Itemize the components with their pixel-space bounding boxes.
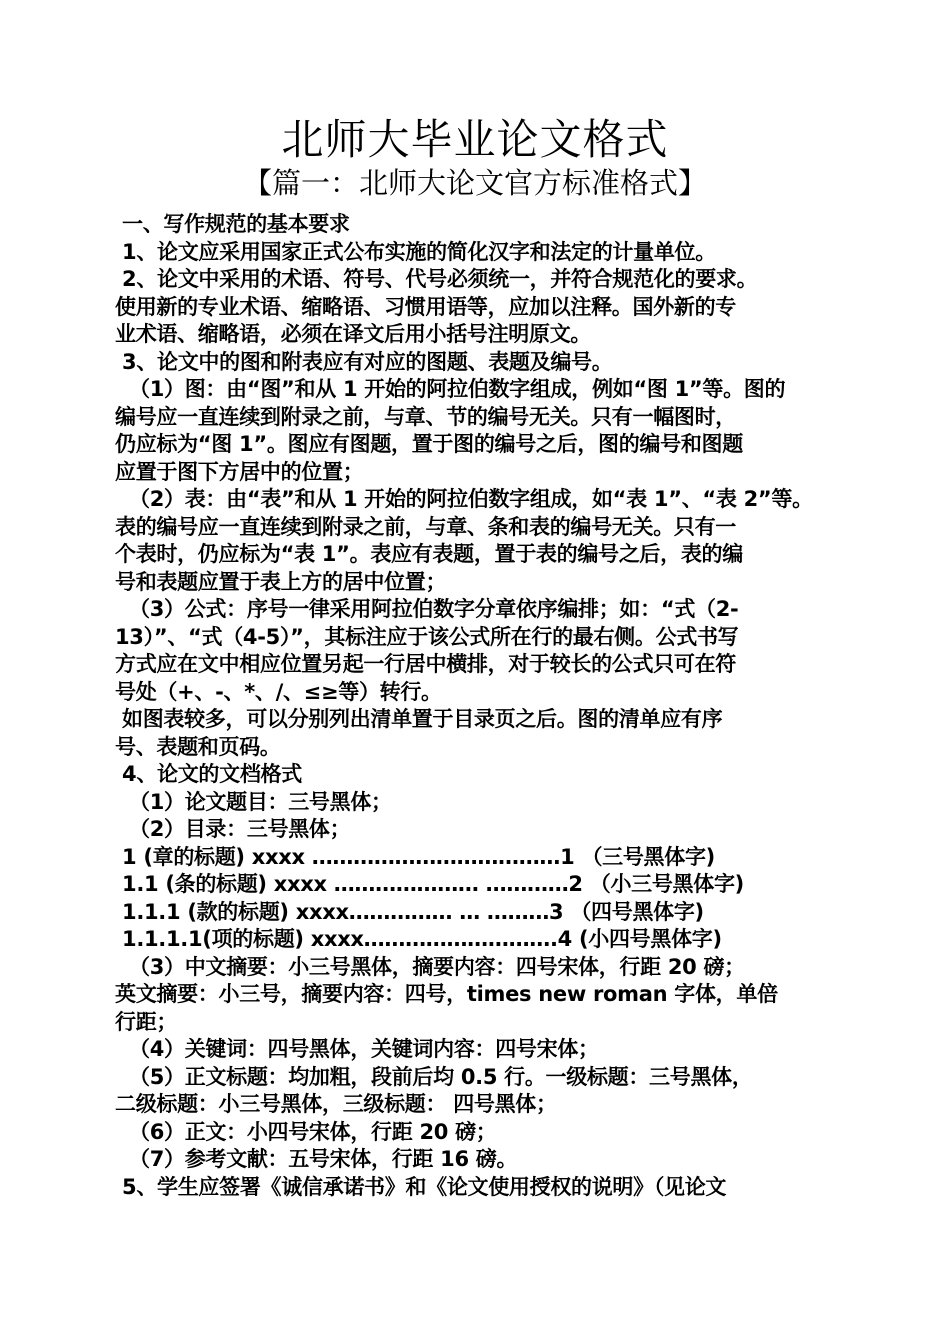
- text-line: （3）中文摘要：小三号黑体，摘要内容：四号宋体，行距 20 磅；: [115, 954, 745, 979]
- text-line: （5）正文标题：均加粗，段前后均 0.5 行。一级标题：三号黑体，: [115, 1064, 753, 1089]
- toc-line: 1.1.1.1(项的标题) xxxx……………………….4 (小四号黑体字): [115, 927, 722, 951]
- text-line: （1）图：由“图”和从 1 开始的阿拉伯数字组成，例如“图 1”等。图的: [115, 377, 786, 401]
- text-line: 个表时，仍应标为“表 1”。表应有表题，置于表的编号之后，表的编: [115, 542, 743, 566]
- text-line: 二级标题：小三号黑体，三级标题： 四号黑体；: [115, 1092, 557, 1116]
- text-line: 业术语、缩略语，必须在译文后用小括号注明原文。: [115, 322, 592, 346]
- text-line: （1）论文题目：三号黑体；: [115, 789, 392, 814]
- document-subtitle: 【篇一：北师大论文官方标准格式】: [242, 166, 707, 200]
- text-line: 1、论文应采用国家正式公布实施的简化汉字和法定的计量单位。: [115, 239, 716, 264]
- text-line: （6）正文：小四号宋体，行距 20 磅；: [115, 1119, 497, 1144]
- text-line: 表的编号应一直连续到附录之前，与章、条和表的编号无关。只有一: [115, 514, 736, 539]
- text-line: 3、论文中的图和附表应有对应的图题、表题及编号。: [115, 349, 613, 374]
- text-line: 行距；: [115, 1009, 178, 1034]
- text-line: 如图表较多，可以分别列出清单置于目录页之后。图的清单应有序: [115, 707, 723, 731]
- text-line: 使用新的专业术语、缩略语、习惯用语等，应加以注释。国外新的专: [115, 294, 736, 319]
- text-line: 应置于图下方居中的位置；: [115, 459, 364, 484]
- text-line: 2、论文中采用的术语、符号、代号必须统一，并符合规范化的要求。: [115, 267, 758, 291]
- toc-line: 1.1 (条的标题) xxxx ………………… …………2 （小三号黑体字): [115, 872, 744, 896]
- text-line: 号处（+、-、*、/、≤≥等）转行。: [115, 679, 442, 704]
- text-line: 5、学生应签署《诚信承诺书》和《论文使用授权的说明》（见论文: [115, 1174, 727, 1199]
- document-title: 北师大毕业论文格式: [281, 115, 669, 164]
- text-line: 4、论文的文档格式: [115, 762, 302, 786]
- text-line: 方式应在文中相应位置另起一行居中横排，对于较长的公式只可在符: [115, 652, 736, 676]
- text-line: （2）表：由“表”和从 1 开始的阿拉伯数字组成，如“表 1”、“表 2”等。: [115, 487, 813, 511]
- text-line: （4）关键词：四号黑体，关键词内容：四号宋体；: [115, 1037, 599, 1061]
- toc-line: 1 (章的标题) xxxx ………………………………1 （三号黑体字): [115, 844, 715, 869]
- text-line: 仍应标为“图 1”。图应有图题，置于图的编号之后，图的编号和图题: [115, 432, 743, 456]
- text-line: 编号应一直连续到附录之前，与章、节的编号无关。只有一幅图时，: [115, 404, 736, 429]
- text-line: （3）公式：序号一律采用阿拉伯数字分章依序编排；如：“式（2-: [115, 597, 739, 621]
- section-heading: 一、写作规范的基本要求: [115, 212, 350, 236]
- toc-line: 1.1.1 (款的标题) xxxx…………… … ………3 （四号黑体字): [115, 899, 704, 924]
- text-line: 英文摘要：小三号，摘要内容：四号，times new roman 字体，单倍: [115, 982, 778, 1006]
- text-line: （2）目录：三号黑体；: [115, 817, 351, 841]
- text-line: 号、表题和页码。: [115, 734, 281, 759]
- document-body: [115, 211, 845, 1201]
- text-line: 13）”、“式（4-5）”，其标注应于该公式所在行的最右侧。公式书写: [115, 624, 739, 649]
- text-line: 号和表题应置于表上方的居中位置；: [115, 569, 447, 594]
- text-line: （7）参考文献：五号宋体，行距 16 磅。: [115, 1147, 518, 1171]
